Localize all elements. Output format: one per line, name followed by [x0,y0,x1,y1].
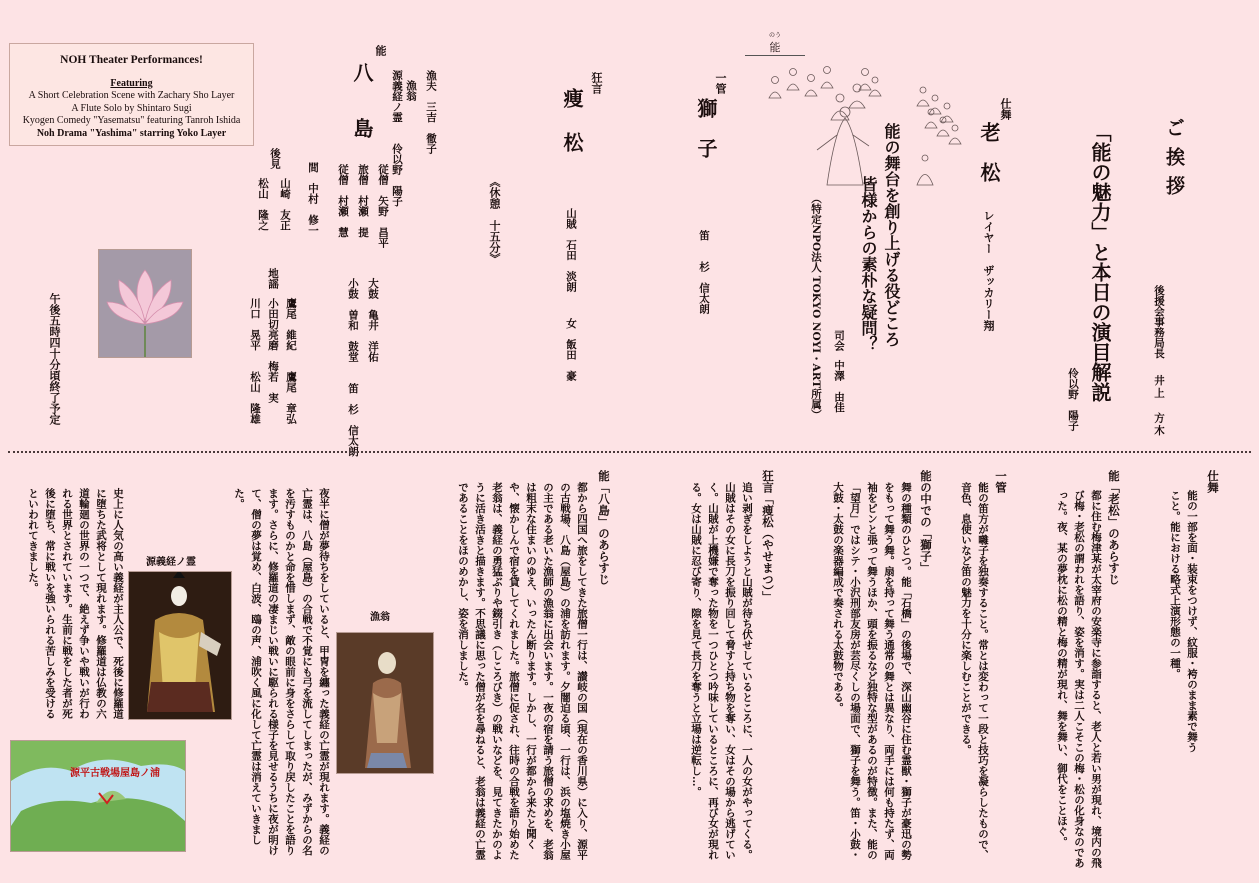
yasematsu-cast-2: 女 飯田 豪 [565,318,577,381]
note-oimatsu-text: 都に住む梅津某が太宰府の安楽寺に参詣すると、老人と若い男が現れ、境内の飛び梅・老松の謂われを語り、姿を消す。実は二人こそこの梅・松の化身なのであった。夜、某の夢枕に松の精と梅の精が現れ、舞を舞い、御代をことほぐ。 [1056,490,1102,868]
english-info-box [9,43,254,146]
yashima-cast-2a: 漁翁 [405,80,417,101]
koken-2: 松山 隆之 [257,178,269,231]
caption-yoshitsune: 源義経ノ霊 [146,557,196,568]
yasematsu-title: 痩 松 [560,88,584,154]
yashima-cast-5: 従僧 村瀬 慧 [337,164,349,238]
map-label: 源平古戦場屋島ノ浦 [70,768,160,779]
featuring-label: Featuring [110,77,153,89]
greeting-heading: 「能の魅力」と本日の演目解説 [1088,122,1112,402]
note-shimai-heading: 仕舞 [1206,470,1220,493]
shishi-title: 獅 子 [694,98,718,158]
english-title: NOH Theater Performances! [60,54,203,66]
jiutai-3: 川口 晃平 松山 隆雄 [249,298,261,424]
yashima-title: 八 島 [350,62,374,146]
caption-gyoou: 漁翁 [370,612,390,623]
english-main-line: Noh Drama "Yashima" starring Yoko Layer [36,127,227,139]
english-line: Kyogen Comedy "Yasematsu" featuring Tanroh Ishida [22,115,241,126]
koken-label: 後見 [269,148,281,169]
shishi-genre: 一管 [714,72,727,94]
koken-1: 山崎 友正 [279,178,291,231]
note-shishi-heading: 能の中での「獅子」 [919,470,933,574]
note-oimatsu-heading: 能「老松」のあらすじ [1107,470,1121,585]
emcee-org: （特定NPO法人 TOKYO NOYI・ART所属） [810,193,822,420]
yasematsu-cast-1: 山賊 石田 淡朗 [565,208,577,292]
note-yasematsu-text: 追い剥ぎをしようと山賊が待ち伏せしているところに、一人の女がやってくる。山賊はその女に長刀を振り回して脅すと持ち物を奪い、女はその場から逃げていく。山賊が上機嫌で奪った物を一つひとつ吟味しているところに、再び女が現れる。女は山賊に忍び寄り、隙を見て長刀を奪うと立場は逆転し…。 [690,482,753,860]
emcee-name: 中澤 由佳 [833,360,845,413]
emcee-role: 司会 [833,330,845,351]
yashima-musicians-1: 大鼓 亀井 洋佑 [367,278,379,362]
note-yashima-text-2: 夜半に僧が夢待ちをしていると、甲冑を纏った義経の亡霊が現れます。義経の亡霊は、八島（屋島）の合戦で不覚にも弓を流してしまったが、みずからの名を汚すものかと命を惜しまず、敵の眼前に身をさらして取り戻したことを語ります。さらに、修羅道の凄まじい戦いに駆られる様子を見せるうちに夜が明けて、僧の夢は覚め、白波、鴎の声、浦吹く風に化して亡霊は消えていきました。 [233,488,330,856]
end-time: 午後五時四十分頃終了予定 [48,293,61,425]
shishi-credit: 笛 杉 信太朗 [698,230,710,314]
yashima-genre: 能 [374,45,387,56]
yashima-musicians-2: 小鼓 曽和 鼓堂 笛 杉 信太朗 [347,278,359,457]
note-shimai-text: 能の一部を面・装束をつけず、紋服・袴のまま素で舞うこと。能における略式上演形態の一種。 [1169,490,1198,753]
jiutai-1: 鷹尾 維紀 鷹尾 章弘 [285,298,297,424]
yashima-cast-1: 漁夫 三吉 徹子 [425,70,437,154]
yashima-cast-3: 従僧 矢野 昌平 [377,164,389,248]
jiutai-label: 地謡 [267,268,279,289]
noh-logo-label: 能 [745,39,805,56]
yashima-cast-4: 旅僧 村瀬 提 [357,164,369,238]
emcee-line2: 皆様からの素朴な疑問？ [859,176,878,352]
greeting-speaker-role: 後援会事務局長 [1153,285,1165,359]
yashima-map [10,740,186,852]
noh-stage-illustration [745,50,975,190]
oimatsu-performer: レイヤー ザッカリー翔 [982,210,995,331]
noh-logo-ruby: のう [768,32,781,39]
note-ikkan-text: 能の笛方が囃子を独奏すること。常とは変わって一段と技巧を凝らしたもので、音色、息使いなど笛の魅力を十分に楽しむことができる。 [960,482,989,860]
yashima-cast-6: 間 中村 修一 [307,162,319,236]
greeting-narrator: 伶以野 陽子 [1067,368,1079,431]
greeting-speaker-name: 井上 方木 [1153,375,1165,438]
emcee-line1: 能の舞台を創り上げる役どころ [882,123,901,347]
note-yoshitsune-text: 史上に人気の高い義経が主人公で、死後に修羅道に堕ちた武将として現れます。修羅道は仏教の六道輪廻の世界の一つで、絶えず争いや戦いが行われる世界とされています。生前に戦をした者が死後に堕ち、常に戦いを強いられる苦しみを受けるといわれてきました。 [27,488,124,719]
english-line: A Short Celebration Scene with Zachary Sho Layer [28,90,235,101]
oimatsu-title: 老 松 [977,122,1001,182]
gyoou-photo [336,632,434,774]
note-ikkan-heading: 一管 [994,470,1008,493]
yasematsu-genre: 狂言 [590,72,603,94]
note-yashima-text-1: 都から四国へ旅をしてきた旅僧一行は、讃岐の国（現在の香川県）に入り、源平の古戦場、八島（屋島）の浦を訪れます。夕闇迫る頃、一行は、浜の塩焼き小屋の主である老いた漁師の漁翁に出会います。一夜の宿を請う旅僧の求めを、老翁は粗末な住まいのゆえ、いったん断ります。しかし、一行が都から来たと聞くや、懐かしんで宿を貸してくれました。旅僧に促され、往時の合戦を語り始めた老翁は、義経の勇猛ぶりや錣引き（しころびき）の戦いなどを、見てきたかのように活き活きと描きます。不思議に思った僧が名を尋ねると、老翁は義経の亡霊であることをほのめかし、姿を消しました。 [457,482,588,860]
intermission: 《休憩 十五分》 [488,176,501,264]
english-line: A Flute Solo by Shintaro Sugi [71,102,192,114]
oimatsu-genre: 仕舞 [999,98,1012,120]
yoshitsune-photo [128,571,232,720]
greeting-title: ご挨拶 [1163,118,1185,205]
yashima-cast-2b: 源義経ノ霊 伶以野 陽子 [391,70,403,207]
jiutai-2: 小田切亮磨 梅若 実 [267,298,279,403]
note-yashima-heading: 能「八島」のあらすじ [597,470,611,585]
lotus-image [98,249,192,358]
note-shishi-text: 舞の種類のひとつ。能「石橋」の後場で、深山幽谷に住む霊獣・獅子が豪迅の勢をもって舞う舞。扇を持って舞う通常の舞とは異なり、両手には何も持たず、両袖をピンと張って舞うほか、頭を振るなど独特な型があるのが特徴。また、能の「望月」ではシテ・小沢刑部友房が芸尽くしの場面で、獅子を舞う。笛・小鼓・大鼓・太鼓の楽器編成で奏される太鼓物である。 [832,482,912,860]
section-divider [8,451,1251,453]
note-yasematsu-heading: 狂言「痩松（やせまつ）」 [761,470,775,603]
